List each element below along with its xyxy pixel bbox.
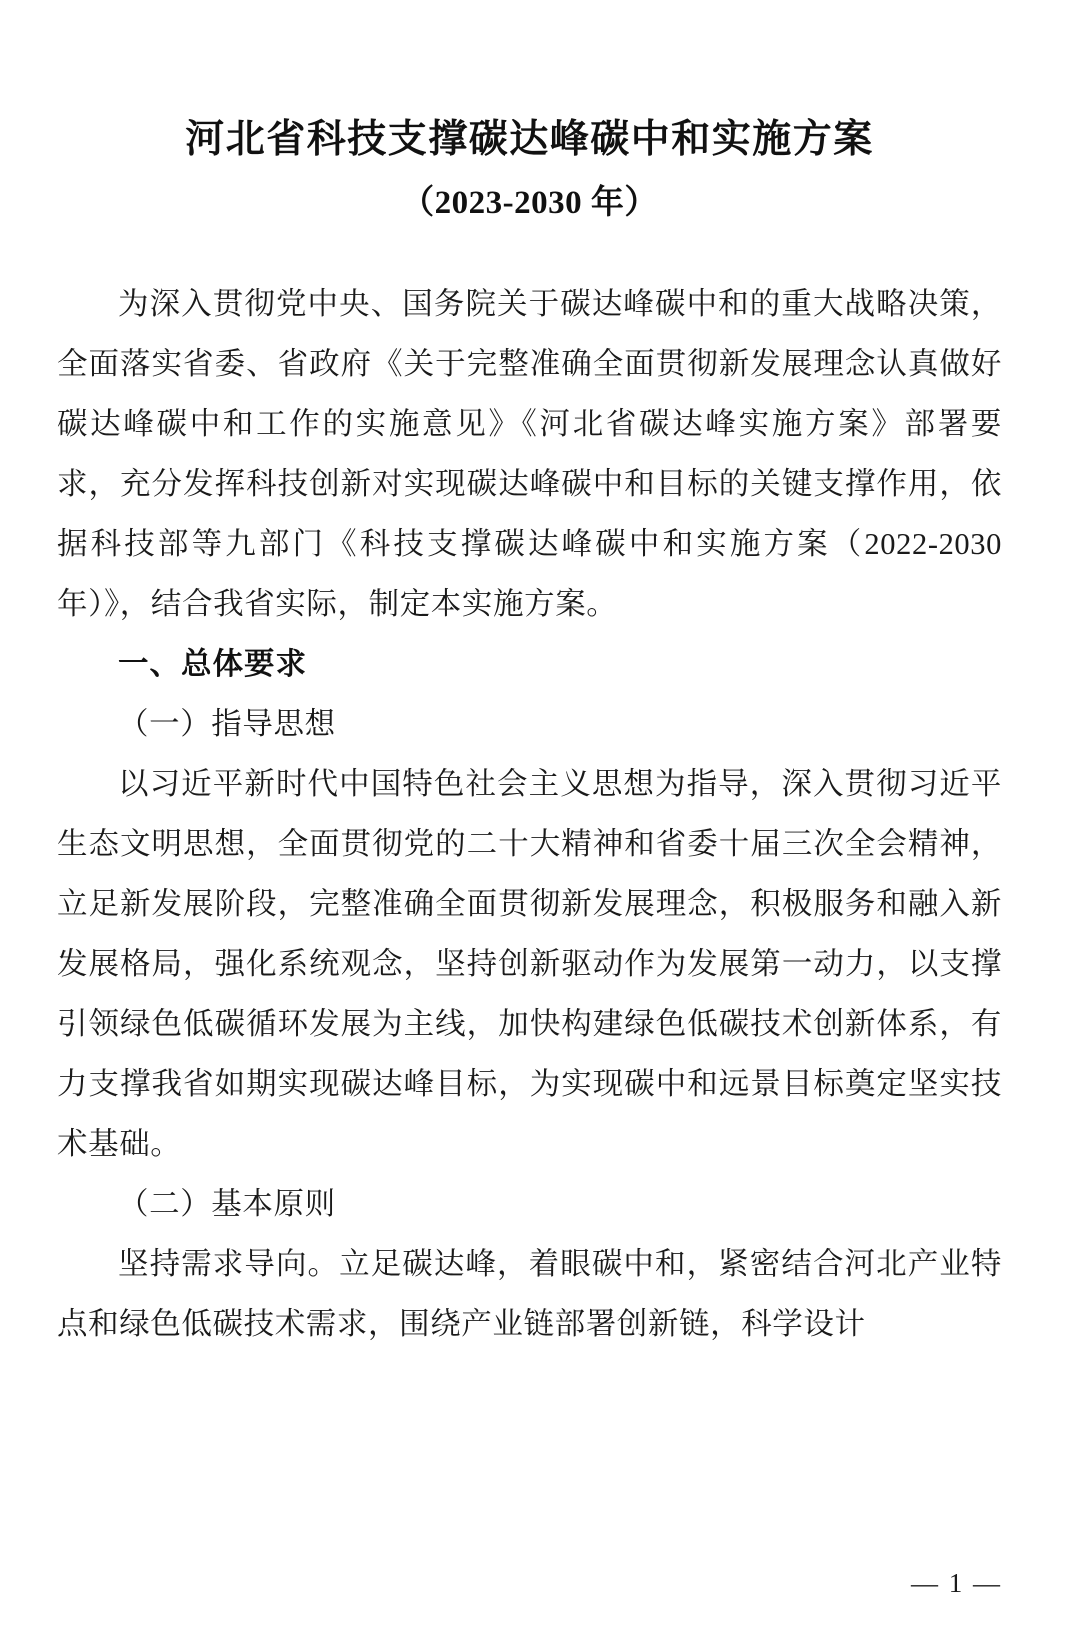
- paragraph-basic-principles: 坚持需求导向。立足碳达峰，着眼碳中和，紧密结合河北产业特点和绿色低碳技术需求，围绕产业链部署创新链，科学设计: [57, 1247, 1002, 1341]
- page-title: 河北省科技支撑碳达峰碳中和实施方案: [185, 118, 874, 161]
- document-body: [57, 274, 1002, 1354]
- page-content: [57, 0, 1002, 1354]
- paragraph-preamble: 为深入贯彻党中央、国务院关于碳达峰碳中和的重大战略决策，全面落实省委、省政府《关于完整准确全面贯彻新发展理念认真做好碳达峰碳中和工作的实施意见》《河北省碳达峰实施方案》部署要求，充分发挥科技创新对实现碳达峰碳中和目标的关键支撑作用，依据科技部等九部门《科技支撑碳达峰碳中和实施方案（2022-2030 年）》，结合我省实际，制定本实施方案。: [57, 287, 1002, 621]
- subsection-heading-guiding-ideology: （一）指导思想: [118, 707, 336, 741]
- page-number: — 1 —: [911, 1568, 1002, 1598]
- title-block: [57, 0, 1002, 234]
- paragraph-guiding-ideology: 以习近平新时代中国特色社会主义思想为指导，深入贯彻习近平生态文明思想，全面贯彻党的二十大精神和省委十届三次全会精神，立足新发展阶段，完整准确全面贯彻新发展理念，积极服务和融入新发展格局，强化系统观念，坚持创新驱动作为发展第一动力，以支撑引领绿色低碳循环发展为主线，加快构建绿色低碳技术创新体系，有力支撑我省如期实现碳达峰目标，为实现碳中和远景目标奠定坚实技术基础。: [57, 767, 1002, 1161]
- page-subtitle: （2023-2030 年）: [401, 185, 658, 221]
- subsection-heading-basic-principles: （二）基本原则: [118, 1187, 336, 1221]
- section-heading-overall-requirements: 一、总体要求: [118, 647, 307, 681]
